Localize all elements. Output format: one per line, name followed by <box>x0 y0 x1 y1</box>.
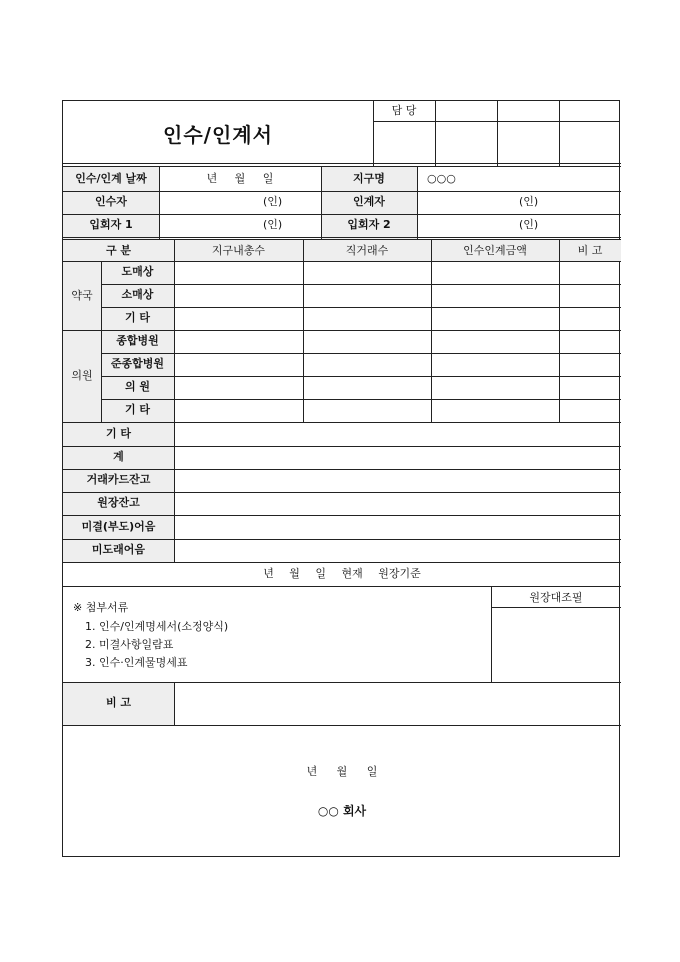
footer-date: 년 월 일 <box>306 765 378 778</box>
witness1-label: 입회자 1 <box>89 218 133 231</box>
approval-box <box>373 101 620 166</box>
witness2-seal: (인) <box>519 218 539 231</box>
company-name: ○○ 회사 <box>317 804 367 818</box>
row-card-balance: 거래카드잔고 <box>86 473 151 486</box>
date-label: 인수/인계 날짜 <box>75 172 147 185</box>
col-category: 구 분 <box>105 244 132 257</box>
remarks-label: 비 고 <box>105 696 132 709</box>
attachments-heading: ※ 첨부서류 <box>73 601 129 614</box>
witness1-seal: (인) <box>263 218 283 231</box>
giver-seal: (인) <box>519 195 539 208</box>
row-other: 기 타 <box>105 427 132 440</box>
attachment-item: 1. 인수/인계명세서(소정양식) <box>85 620 229 633</box>
row-general-hospital: 종합병원 <box>116 334 159 347</box>
document-title: 인수/인계서 <box>163 123 273 147</box>
row-dishonored-bills: 미결(부도)어음 <box>81 520 156 533</box>
receiver-seal: (인) <box>263 195 283 208</box>
giver-label: 인계자 <box>353 195 385 208</box>
row-retail: 소매상 <box>121 288 154 301</box>
ledger-check-label: 원장대조필 <box>529 591 583 604</box>
witness2-label: 입회자 2 <box>347 218 391 231</box>
row-ledger-balance: 원장잔고 <box>97 496 140 509</box>
col-remark: 비 고 <box>577 244 603 257</box>
col-amount: 인수인계금액 <box>463 244 527 257</box>
receiver-label: 인수자 <box>95 195 127 208</box>
district-label: 지구명 <box>353 172 385 185</box>
handover-form <box>62 100 620 857</box>
row-pharmacy-other: 기 타 <box>124 311 151 324</box>
row-clinic-other: 기 타 <box>124 403 151 416</box>
row-semi-general-hospital: 준종합병원 <box>110 357 165 370</box>
row-wholesale: 도매상 <box>121 265 154 278</box>
col-direct: 직거래수 <box>345 244 389 257</box>
col-total: 지구내총수 <box>211 244 266 257</box>
date-value: 년 월 일 <box>206 172 274 185</box>
attachment-item: 2. 미결사항일람표 <box>85 638 174 651</box>
row-undue-bills: 미도래어음 <box>91 543 146 556</box>
approval-label: 담 당 <box>391 104 417 117</box>
row-total: 계 <box>113 450 124 463</box>
basis-line: 년 월 일 현재 원장기준 <box>263 567 421 580</box>
district-value: ○○○ <box>427 172 456 185</box>
group-clinic: 의원 <box>71 369 93 382</box>
row-clinic: 의 원 <box>124 380 151 393</box>
group-pharmacy: 약국 <box>71 289 93 302</box>
attachment-item: 3. 인수·인계물명세표 <box>85 656 188 669</box>
